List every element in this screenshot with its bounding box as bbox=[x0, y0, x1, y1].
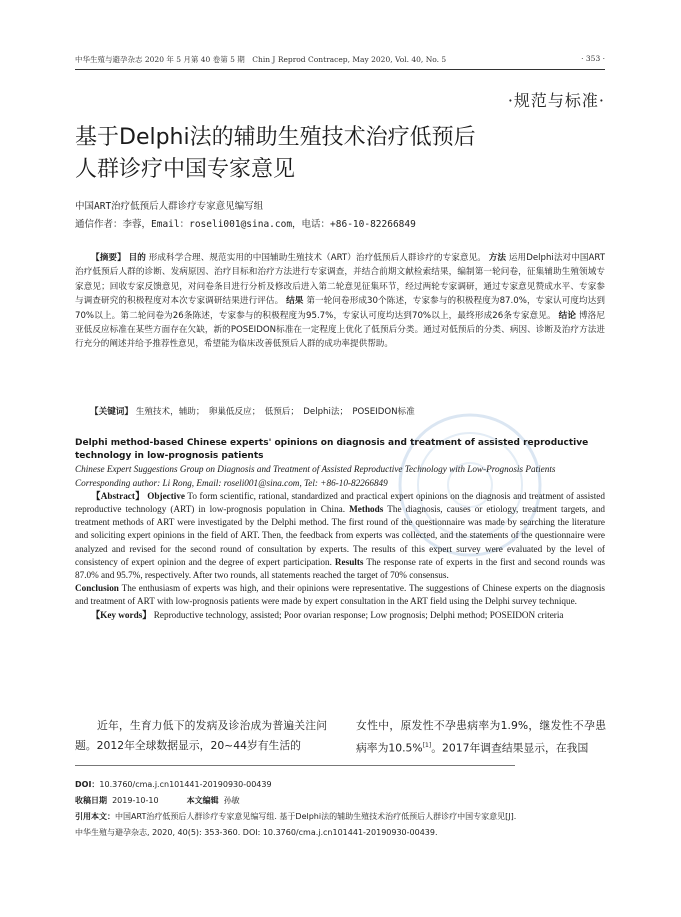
cite-text: 中国ART治疗低预后人群诊疗专家意见编写组. 基于Delphi法的辅助生殖技术治疗低预后人群诊疗中国专家意见[J]. 中华生殖与避孕杂志, 2020, 40(5): 353-360. DOI: 10.3760/cma.j.cn101441-20190930-00439. bbox=[75, 812, 517, 837]
objective-cn-text: 形成科学合理、规范实用的中国辅助生殖技术（ART）治疗低预后人群诊疗的专家意见。 bbox=[148, 253, 486, 263]
conclusion-en-text: The enthusiasm of experts was high, and their opinions were representative. The suggestions of Chinese experts on the diagnosis and treatment of ART with low-prognosis patients were made by expert consultation in the ART field using the Delphi survey technique. bbox=[75, 583, 605, 607]
objective-cn-label: 目的 bbox=[128, 253, 146, 263]
article-title bbox=[75, 122, 595, 186]
journal-citation-header: 中华生殖与避孕杂志 2020 年 5 月第 40 卷第 5 期 Chin J Reprod Contracep, May 2020, Vol. 40, No. 5 bbox=[75, 55, 447, 64]
running-header bbox=[75, 54, 605, 65]
corresponding-author: 通信作者：李蓉，Email：roseli001@sina.com，电话：+86-10-82266849 bbox=[75, 219, 416, 230]
received-line bbox=[75, 793, 525, 809]
footnote-rule bbox=[75, 765, 515, 766]
english-corresponding-author: Corresponding author: Li Rong, Email: roseli001@sina.com, Tel: +86-10-82266849 bbox=[75, 477, 388, 488]
header-rule bbox=[75, 69, 605, 70]
body-text-right-column bbox=[356, 716, 606, 759]
citation-line bbox=[75, 809, 525, 841]
doi-value: 10.3760/cma.j.cn101441-20190930-00439 bbox=[99, 780, 272, 789]
body-right-text: 女性中，原发性不孕患病率为1.9%，继发性不孕患病率为10.5% bbox=[356, 719, 606, 755]
abstract-en-label: 【Abstract】 bbox=[91, 490, 145, 501]
english-abstract bbox=[75, 490, 605, 609]
english-title: Delphi method-based Chinese experts' opinions on diagnosis and treatment of assisted reproductive technology in low-prognosis patients bbox=[75, 438, 589, 462]
reference-marker: [1] bbox=[422, 742, 432, 749]
received-label: 收稿日期 bbox=[75, 796, 107, 805]
english-keywords bbox=[75, 609, 605, 622]
keywords-en-label: 【Key words】 bbox=[91, 609, 152, 620]
results-en-text: The response rate of experts in the first and second rounds was 87.0% and 95.7%, respectively. After two rounds, all statements reached the target of 70% consensus. bbox=[75, 556, 606, 581]
page-number: · 353 · bbox=[581, 54, 605, 63]
title-line-1: 基于Delphi法的辅助生殖技术治疗低预后 bbox=[75, 125, 476, 150]
abstract-cn-label: 【摘要】 bbox=[91, 253, 126, 263]
results-cn-label: 结果 bbox=[286, 296, 304, 307]
body-text-left-column: 近年，生育力低下的发病及诊治成为普遍关注问题。2012年全球数据显示，20~44岁有生活的 bbox=[75, 719, 327, 752]
methods-cn-text: 运用Delphi法对中国ART治疗低预后人群的诊断、发病原因、治疗目标和治疗方法进行专家调查，并结合前期文献检索结果，编制第一轮问卷，征集辅助生殖领域专家意见；回收专家反馈意见，对问卷条目进行分析及修改后进入第二轮意见征集环节，经过两轮专家调研，通过专家意见赞成水平、专家参与调查研究的积极程度对本次专家调研结果进行评估。 bbox=[75, 253, 605, 307]
doi-label: DOI： bbox=[75, 780, 100, 789]
title-line-2: 人群诊疗中国专家意见 bbox=[75, 157, 296, 182]
cite-label: 引用本文： bbox=[75, 812, 115, 821]
keywords-cn-label: 【关键词】 bbox=[90, 407, 133, 417]
body-right-text-cont: 。2017年调查结果显示，在我国 bbox=[431, 741, 589, 755]
received-date: 2019-10-10 bbox=[112, 796, 159, 805]
english-author-group: Chinese Expert Suggestions Group on Diagnosis and Treatment of Assisted Reproductive Technology with Low-Prognosis Patients bbox=[75, 464, 556, 475]
keywords-cn-list: 生殖技术，辅助； 卵巢低反应； 低预后； Delphi法； POSEIDON标准 bbox=[135, 407, 415, 417]
objective-en-label: Objective bbox=[147, 490, 186, 501]
editor-label: 本文编辑 bbox=[186, 796, 219, 805]
footnote-block bbox=[75, 777, 525, 841]
abstract-cn bbox=[75, 251, 605, 352]
objective-en-text: To form scientific, rational, standardized and practical expert opinions on the diagnosis and treatment of assisted reproductive technology (ART) in low-prognosis population in China. bbox=[75, 490, 605, 515]
english-abstract-block bbox=[75, 437, 605, 622]
methods-en-label: Methods bbox=[349, 504, 384, 515]
doi-line bbox=[75, 777, 525, 793]
author-group: 中国ART治疗低预后人群诊疗专家意见编写组 bbox=[75, 201, 264, 212]
section-tag: ·规范与标准· bbox=[507, 91, 605, 110]
conclusion-en-label: Conclusion bbox=[75, 583, 119, 594]
methods-en-text: The diagnosis, causes or etiology, treatment targets, and treatment methods of ART were investigated by the Delphi method. The first round of the questionnaire was made by searching the literature and soliciting expert opinions in the field of ART. Then, the feedback from experts was collected, and the statements of the questionnaire were analyzed and revised for the second round of consultation by experts. The results of this expert survey were evaluated by the level of consistency of expert opinion and the degree of expert participation. bbox=[75, 504, 606, 567]
conclusion-cn-text: 博洛尼亚低反应标准在某些方面存在欠缺，新的POSEIDON标准在一定程度上优化了低预后分类。通过对低预后的分类、病因、诊断及治疗方法进行充分的阐述并给予推荐性意见，希望能为临床改善低预后人群的成功率提供帮助。 bbox=[75, 310, 606, 350]
keywords-en-list: Reproductive technology, assisted; Poor ovarian response; Low prognosis; Delphi method; POSEIDON criteria bbox=[153, 609, 564, 620]
results-en-label: Results bbox=[334, 556, 364, 567]
conclusion-cn-label: 结论 bbox=[558, 310, 577, 321]
author-block bbox=[75, 198, 416, 234]
results-cn-text: 第一轮问卷形成30个陈述，专家参与的积极程度为87.0%，专家认可度均达到70%以上。第二轮问卷为26条陈述，专家参与的积极程度为95.7%，专家认可度均达到70%以上，最终形成26条专家意见。 bbox=[75, 296, 605, 321]
editor-name: 孙敏 bbox=[223, 796, 240, 805]
methods-cn-label: 方法 bbox=[488, 253, 507, 263]
